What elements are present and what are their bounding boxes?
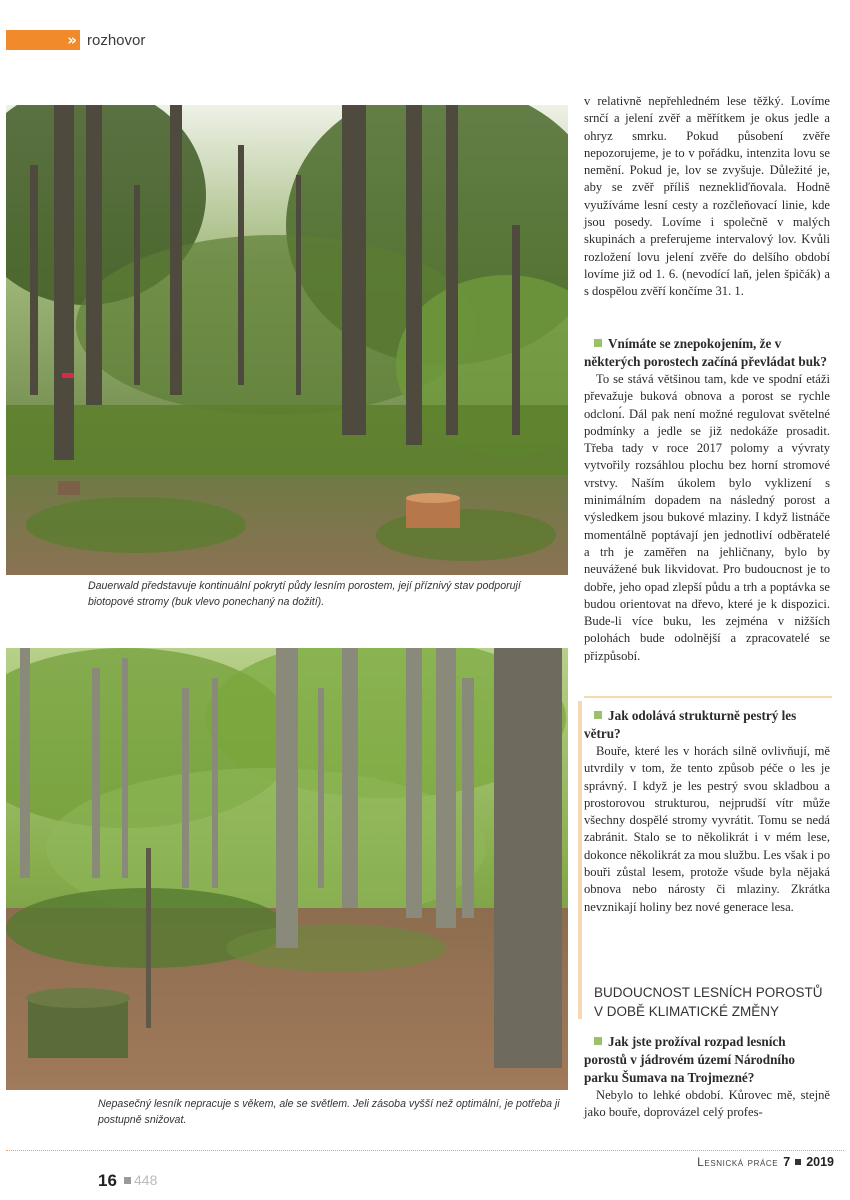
double-chevron-icon: » — [67, 31, 74, 49]
article-paragraph-1 — [584, 93, 830, 301]
issue-year: 2019 — [806, 1155, 834, 1169]
section-divider — [584, 696, 832, 698]
article-paragraph-2 — [584, 371, 830, 665]
box-heading — [584, 983, 830, 1021]
article-paragraph-3 — [584, 743, 830, 916]
forest-photo-1 — [6, 105, 568, 575]
section-label: rozhovor — [87, 31, 146, 49]
forest-photo-1-illustration — [6, 105, 568, 575]
interview-question-2 — [584, 707, 830, 743]
photo-2-caption: Nepasečný lesník nepracuje s věkem, ale se světlem. Jeli zásoba vyšší než optimální, je potřeba ji postupně snižovat. — [98, 1098, 560, 1126]
box-heading-line-2: V DOBĚ KLIMATICKÉ ZMĚNY — [594, 1004, 780, 1019]
photo-1-caption: Dauerwald představuje kontinuální pokrytí půdy lesním porostem, její příznivý stav podporují biotopové stromy (buk vlevo ponechaný na dožití). — [88, 580, 521, 608]
forest-photo-2 — [6, 648, 568, 1090]
journal-name: Lesnická práce — [697, 1155, 779, 1169]
question-text: Vnímáte se znepokojením, že v některých porostech začíná převládat buk? — [584, 336, 827, 369]
issue-number: 7 — [783, 1155, 791, 1169]
paragraph-text: Bouře, které les v horách silně ovlivňují, mě utvrdily v tom, že tento způsob péče o les je správný. I když je les pestrý svou skladbou a prostorovou strukturou, nejprudší vítr může všechny dospělé stromy vyvrátit. Tomu se nedá zabránit. Stalo se to několikrát i v mém lese, dokonce několikrát za mou službu. Les však i po bouři zůstal lesem, protože všude byla nějaká obnova nebo nárosty či mlaziny. Zkrátka nevznikají holiny bez nové generace lesa. — [584, 744, 830, 914]
green-square-bullet-icon — [594, 339, 602, 347]
box-heading-line-1: BUDOUCNOST LESNÍCH POROSTŮ — [594, 985, 823, 1000]
section-tag-bar — [6, 30, 80, 50]
page-total: 448 — [134, 1172, 158, 1188]
paragraph-text: v relativně nepřehledném lese těžký. Lovíme srnčí a jelení zvěř a měřítkem je okus jedle a ohryz smrku. Pokud působení zvěře nepozorujeme, je to v pořádku, intenzita lovu se nemění. Pokud je, lov se zvyšuje. Důležité je, aby se zvěř příliš neznekliďňovala. Hodně využíváme lesní cesty a rozčleňovací linie, kde jsou posedy. Lovíme i společně v malých skupinách a preferujeme intervalový lov. Kvůli rozložení lovu jelení zvěře do delšího období lovíme již od 1. 6. (nevodící laň, jelen špičák) a s dospělou zvěří končíme 31. 1. — [584, 94, 830, 299]
green-square-bullet-icon — [594, 711, 602, 719]
paragraph-text: Nebylo to lehké období. Kůrovec mě, stejně jako bouře, doprovázel celý profes- — [584, 1088, 830, 1120]
interview-question-3 — [584, 1033, 830, 1087]
page-number: 16 — [98, 1171, 117, 1190]
interview-question-1 — [584, 335, 830, 371]
question-text: Jak odolává strukturně pestrý les větru? — [584, 708, 797, 741]
footer-rule — [6, 1150, 844, 1151]
question-text: Jak jste prožíval rozpad lesních porostů v jádrovém území Národního parku Šumava na Trojmezné? — [584, 1034, 796, 1085]
footer-separator-square-icon — [795, 1159, 801, 1165]
paragraph-text: To se stává většinou tam, kde ve spodní etáži převažuje buková obnova a porost se rychle odclonı́. Dál pak není možné regulovat světelné podmínky a jedle se již nedokáže prosadit. Třeba tady v roce 2017 polomy a vývraty vytvořily rozsáhlou plochu bez horní stromové vrstvy. Naším úkolem bylo vyklizení s minimálním dopadem na následný porost a výsledkem jsou bukové mlaziny. I když listnáče momentálně poptávají jen jednotliví odběratelé a trh je zaměřen na jehličnany, bylo by neuvážené buk likvidovat. Pro budoucnost je to dobře, jeho opad zlepší půdu a trh a poptávka se budou orientovat na dřevo, které je k dispozici. Bude-li více buku, les zejména v nižších polohách bude odolnější a zpracovatelé se přizpůsobí. — [584, 372, 830, 663]
section-side-rule — [578, 701, 582, 1019]
page-separator-square-icon — [124, 1177, 131, 1184]
article-paragraph-4 — [584, 1087, 830, 1122]
section-tag — [6, 30, 145, 50]
journal-footer — [697, 1155, 834, 1169]
forest-photo-2-illustration — [6, 648, 568, 1090]
green-square-bullet-icon — [594, 1037, 602, 1045]
